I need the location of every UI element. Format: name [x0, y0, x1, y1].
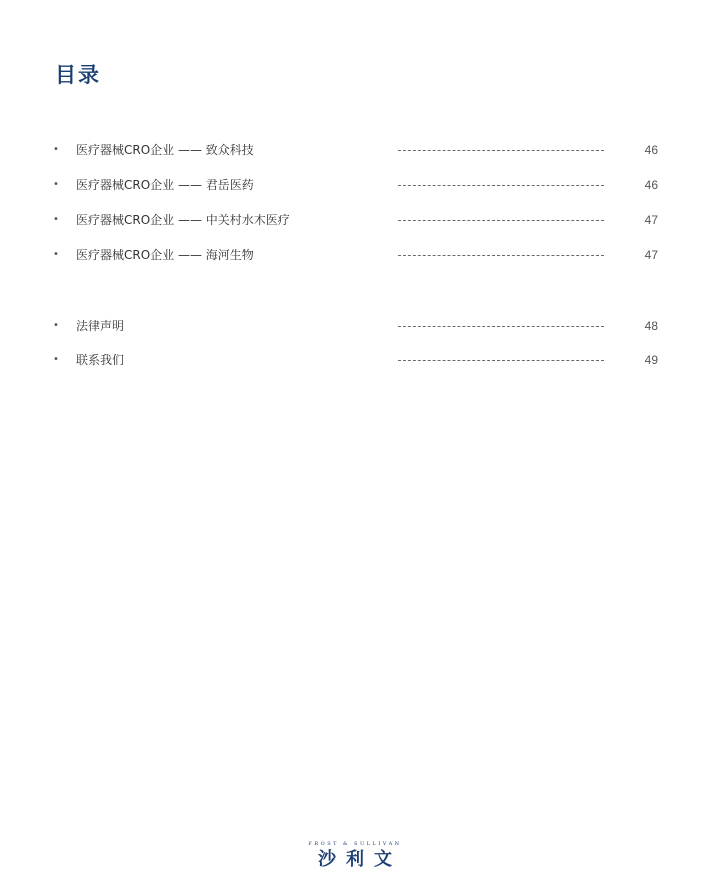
toc-leader-line: [398, 150, 604, 151]
toc-page-number: 47: [644, 248, 658, 262]
logo-chinese-text: 沙利文: [318, 849, 402, 870]
bullet-icon: •: [53, 249, 59, 260]
toc-page-number: 49: [644, 353, 658, 367]
toc-entry[interactable]: [0, 245, 710, 265]
toc-leader-line: [398, 185, 604, 186]
page-title: 目录: [55, 63, 101, 87]
toc-entry-title: 医疗器械CRO企业 —— 中关村水木医疗: [76, 213, 290, 227]
toc-page-number: 46: [644, 178, 658, 192]
bullet-icon: •: [53, 144, 59, 155]
toc-entry-title: 医疗器械CRO企业 —— 致众科技: [76, 143, 254, 157]
logo-english-text: FROST & SULLIVAN: [308, 841, 402, 847]
bullet-icon: •: [53, 320, 59, 331]
toc-entry[interactable]: [0, 350, 710, 370]
bullet-icon: •: [53, 214, 59, 225]
toc-leader-line: [398, 360, 604, 361]
frost-sullivan-logo: [0, 840, 710, 872]
toc-entry[interactable]: [0, 175, 710, 195]
toc-entry-title: 法律声明: [76, 319, 125, 333]
bullet-icon: •: [53, 354, 59, 365]
bullet-icon: •: [53, 179, 59, 190]
toc-entry[interactable]: [0, 210, 710, 230]
toc-leader-line: [398, 326, 604, 327]
toc-entry-title: 医疗器械CRO企业 —— 君岳医药: [76, 178, 254, 192]
toc-page-number: 48: [644, 319, 658, 333]
toc-leader-line: [398, 220, 604, 221]
toc-page-number: 47: [644, 213, 658, 227]
toc-entry-title: 联系我们: [76, 353, 125, 367]
toc-entry[interactable]: [0, 140, 710, 160]
toc-page-number: 46: [644, 143, 658, 157]
toc-entry[interactable]: [0, 316, 710, 336]
toc-leader-line: [398, 255, 604, 256]
toc-entry-title: 医疗器械CRO企业 —— 海河生物: [76, 248, 254, 262]
